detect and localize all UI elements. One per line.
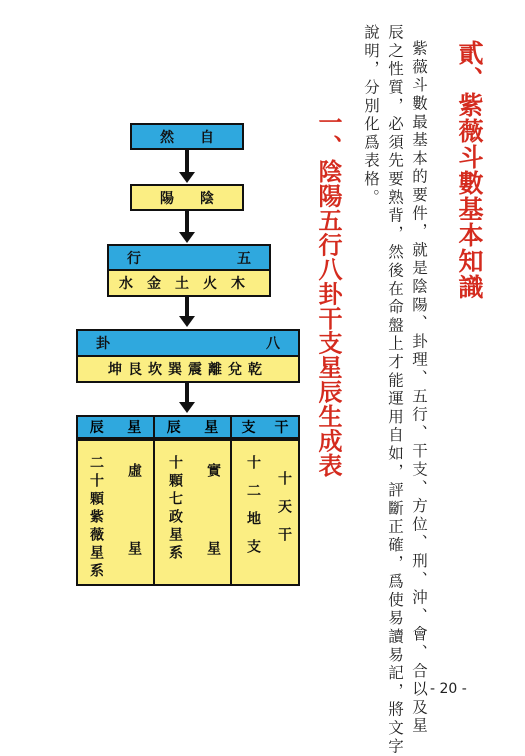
wuxing-elements: 水金土火木 [107, 269, 271, 297]
table-header-char: 辰 [166, 420, 181, 436]
cell-text: 十二地支 [245, 455, 261, 567]
wuxing-head-char-1: 行 [127, 250, 141, 267]
yinyang-box [130, 184, 244, 211]
bagua-trigrams: 坤艮坎巽震離兌乾 [76, 355, 300, 383]
arrow-down-icon [185, 383, 189, 404]
cell-text: 實 [205, 463, 221, 477]
body-line-2: 辰之性質，必須先要熟背，然後在命盤上才能運用自如，評斷正確，爲使易讀易記，將文字 [386, 24, 404, 756]
bagua-head-char-1: 卦 [96, 336, 110, 352]
section-title: 一、陰陽五行八卦干支星辰生成表 [314, 110, 342, 478]
yinyang-char-1: 陽 [160, 190, 174, 207]
arrow-down-icon [185, 150, 189, 174]
bagua-head [76, 329, 300, 357]
cell-text: 星 [205, 541, 221, 555]
nature-char-2: 自 [200, 129, 214, 146]
table-cell-stems-branches [230, 439, 300, 586]
cell-text: 十天干 [276, 471, 292, 555]
arrow-down-icon [185, 211, 189, 234]
page-number: - 20 - [430, 681, 467, 697]
chapter-title: 貳、紫薇斗數基本知識 [455, 40, 484, 300]
table-header-stars-1 [76, 415, 155, 439]
body-line-3: 說明，分別化爲表格。 [362, 24, 380, 207]
wuxing-head [107, 244, 271, 271]
table-header-char: 星 [127, 420, 142, 436]
wuxing-head-char-2: 五 [237, 250, 251, 267]
cell-text: 十顆七政星系 [167, 455, 183, 563]
body-line-1: 紫薇斗數最基本的要件，就是陰陽、卦理、五行、干支、方位、刑、沖、會、合以及星 [410, 40, 428, 736]
table-header-char: 星 [204, 420, 219, 436]
nature-box [130, 123, 244, 150]
table-header-char: 支 [241, 420, 256, 436]
nature-char-1: 然 [160, 129, 174, 146]
table-header-stems-branches [230, 415, 300, 439]
table-header-char: 辰 [89, 420, 104, 436]
cell-text: 虛 [126, 463, 142, 477]
arrow-down-icon [185, 297, 189, 318]
cell-text: 二十顆紫薇星系 [88, 455, 104, 581]
cell-text: 星 [126, 541, 142, 555]
table-header-stars-2 [153, 415, 232, 439]
table-header-char: 干 [274, 420, 289, 436]
bagua-head-char-2: 八 [266, 336, 280, 352]
table-cell-real-stars [153, 439, 232, 586]
table-cell-virtual-stars [76, 439, 155, 586]
yinyang-char-2: 陰 [200, 190, 214, 207]
